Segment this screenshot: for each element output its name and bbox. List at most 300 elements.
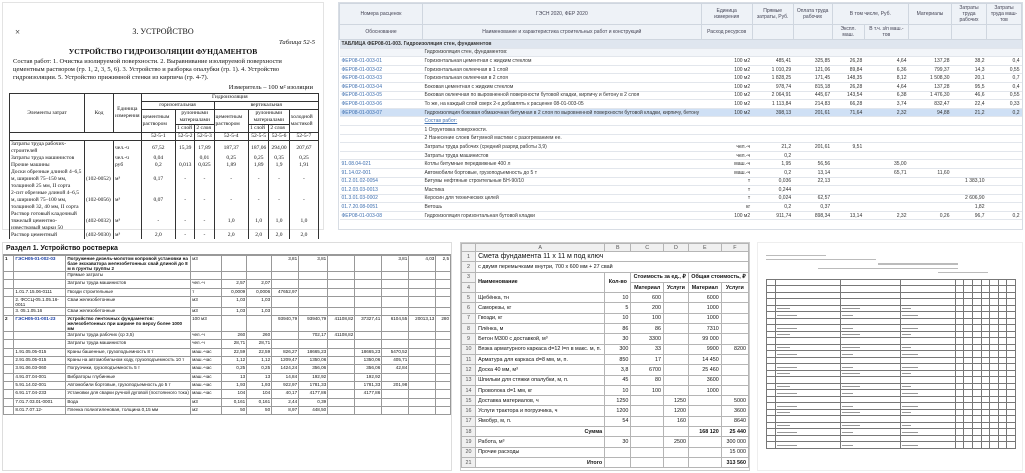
work-price[interactable]: 2500	[663, 437, 688, 447]
estimate-row-desc: Прямые затраты	[66, 272, 191, 280]
grid-row-unit: кг	[701, 203, 752, 212]
estimate-row-value	[436, 365, 451, 373]
estimate-row-value: 28,71	[247, 340, 272, 348]
row-total: 21 Итого 313 560	[462, 457, 749, 467]
item-material-price[interactable]: 80	[631, 375, 664, 385]
estimate-row-value: 3,81	[382, 256, 409, 272]
item-qty[interactable]: 300	[605, 344, 631, 354]
item-name[interactable]: Вязка арматурного каркаса d=12 l=n в макс. м, п.	[476, 344, 605, 354]
grid-row[interactable]	[340, 125, 1022, 134]
item-total-service[interactable]: 5000	[721, 396, 748, 406]
item-qty[interactable]: 30	[605, 334, 631, 344]
grid-row-unit: маш.-ч	[701, 160, 752, 169]
estimate-row-code: 3.91.06.03-060	[14, 365, 66, 373]
item-qty[interactable]: 850	[605, 354, 631, 364]
norm-row-value: -	[248, 190, 268, 211]
estimate-row	[4, 256, 451, 272]
estimate-row-unit: м3	[191, 398, 222, 406]
grid-row-value	[832, 177, 864, 186]
item-total-service[interactable]	[721, 324, 748, 334]
grid-subsection-row[interactable]	[340, 48, 1022, 57]
estimate-row-value	[355, 307, 382, 315]
norm-row-value: 0,07	[141, 190, 175, 211]
estimate-row-value	[299, 280, 328, 288]
estimate-row-value: 448,50	[299, 406, 328, 414]
item-qty[interactable]: 5	[605, 303, 631, 313]
item-total-material[interactable]: 9900	[688, 344, 721, 354]
col-unit: Единица измерения	[114, 94, 142, 133]
hdr-res: Расход ресурсов	[701, 25, 752, 40]
hdr-basis: Обоснование	[340, 25, 423, 40]
fer-grid	[339, 3, 1022, 220]
grid-row-value	[832, 117, 864, 126]
item-service-price[interactable]	[663, 344, 688, 354]
grid-row[interactable]	[340, 57, 1022, 66]
estimate-row-unit	[191, 272, 222, 280]
estimate-row-value: 826,27	[272, 348, 299, 356]
header-unit-cost[interactable]: Стоимость за ед., ₽	[631, 272, 689, 282]
hdr-materials[interactable]: Материалы	[909, 4, 952, 25]
grid-row-value: 1 508,30	[909, 74, 952, 83]
grid-row-value: 38,2	[952, 57, 987, 66]
item-total-service[interactable]: 8200	[721, 344, 748, 354]
grid-section-row[interactable]	[340, 40, 1022, 49]
grid-row-value: 14,3	[952, 65, 987, 74]
sheet-row	[462, 365, 749, 375]
grid-row[interactable]	[340, 65, 1022, 74]
item-total-service[interactable]	[721, 313, 748, 323]
estimate-row-code: 5.91.14.02-001	[14, 381, 66, 389]
estimate-row-value	[328, 256, 355, 272]
subsection-label: Гидроизоляция стен, фундаментов:	[423, 48, 1022, 57]
item-service-price[interactable]	[663, 334, 688, 344]
grid-row-value: 325,85	[793, 57, 832, 66]
grid-row-value	[952, 160, 987, 169]
estimate-row-value	[328, 357, 355, 365]
estimate-row-value	[409, 406, 436, 414]
estimate-row-qty: 260	[222, 332, 247, 340]
total-value[interactable]: 313 560	[721, 457, 748, 467]
sum-material[interactable]: 168 120	[688, 427, 721, 437]
estimate-row-value	[409, 280, 436, 288]
item-total-material[interactable]: 1000	[688, 385, 721, 395]
header-total-material[interactable]: Материал	[688, 282, 721, 292]
row-1: 1 Смета фундамента 11 х 11 м под ключ	[462, 252, 749, 262]
sheet-row	[462, 313, 749, 323]
grid-subheader-row	[340, 25, 1022, 40]
grid-row-name: Горизонтальная оклеечная в 2 слоя	[423, 74, 702, 83]
item-qty[interactable]: 1200	[605, 406, 631, 416]
item-material-price[interactable]: 86	[631, 324, 664, 334]
total-label[interactable]: Итого	[476, 457, 605, 467]
estimate-row-qty: 0,161	[222, 398, 247, 406]
estimate-row-value: 702,17	[299, 332, 328, 340]
estimate-row-value	[382, 398, 409, 406]
grid-row-value: 13,14	[832, 211, 864, 220]
item-name[interactable]: Гвозди, кг	[476, 313, 605, 323]
item-service-price[interactable]	[663, 293, 688, 303]
norm-row-value: 0,025	[195, 162, 214, 169]
work-qty[interactable]: 30	[605, 437, 631, 447]
item-qty[interactable]: 3,8	[605, 365, 631, 375]
estimate-row-value	[409, 398, 436, 406]
grid-row[interactable]	[340, 74, 1022, 83]
section-header	[3, 27, 323, 36]
grid-row-value	[987, 177, 1022, 186]
item-total-material[interactable]: 6000	[688, 293, 721, 303]
grid-row-name: Битумы нефтяные строительные БН-90/10	[423, 177, 702, 186]
item-total-service[interactable]	[721, 293, 748, 303]
row-other: 20 Прочие расходы 15 000	[462, 447, 749, 457]
estimate-row-value: 47652,97	[272, 288, 299, 296]
grid-row[interactable]	[340, 108, 1022, 117]
row-number: 17	[462, 416, 476, 426]
norm-row-value: 1,0	[248, 211, 268, 232]
estimate-row-value: 1209,47	[272, 357, 299, 365]
item-material-price[interactable]: 200	[631, 303, 664, 313]
grid-row-value	[832, 186, 864, 195]
col-cold: холодной мастикой	[289, 110, 318, 133]
item-name[interactable]: Щебёнка, тн	[476, 293, 605, 303]
estimate-row-desc: Погружение дизель-молотом копровой установки на базе экскаватора железобетонных свай длиной до 8 м в грунты группы 2	[66, 256, 191, 272]
grid-row-value: 0,37	[793, 203, 832, 212]
item-material-price[interactable]: 33	[631, 344, 664, 354]
norm-row-value: 15,39	[176, 141, 195, 156]
item-total-material[interactable]: 7310	[688, 324, 721, 334]
estimate-row-qty	[222, 272, 247, 280]
sum-service[interactable]: 25 440	[721, 427, 748, 437]
column-letter[interactable]: D	[663, 244, 688, 252]
column-letter[interactable]: A	[476, 244, 605, 252]
norm-row-code	[85, 141, 114, 156]
grid-row[interactable]	[340, 160, 1022, 169]
hdr-desc[interactable]: ГЭСН 2020, ФЕР 2020	[423, 4, 702, 25]
grid-row[interactable]	[340, 134, 1022, 143]
estimate-section-title: Раздел 1. Устройство ростверка	[3, 243, 451, 255]
other-label[interactable]: Прочие расходы	[476, 447, 605, 457]
norm-row	[10, 232, 319, 239]
other-total[interactable]: 15 000	[721, 447, 748, 457]
grid-row-value: 95,5	[952, 82, 987, 91]
grid-row-name: Гидроизоляция боковая обмазочная битумная в 2 слоя по выровненной поверхности бутовой кладки, кирпичу, бетону	[424, 109, 700, 116]
estimate-row-value	[409, 340, 436, 348]
grid-row-value: 56,56	[793, 160, 832, 169]
work-composition: Состав работ: 1. Очистка изолируемой поверхности. 2. Выравнивание изолируемой поверхности цементным раствором (гр. 1, 2, 3, 5, 6). 3. Устройство и разборка опалубки (гр. 1). 4. Устройство гидроизоляции. 5. Устройство прижимной стенки из кирпича (гр. 4-7).	[13, 58, 282, 81]
item-name[interactable]: Шпильки для стяжки опалубки, м, п.	[476, 375, 605, 385]
estimate-row-value	[409, 348, 436, 356]
estimate-row-qty	[222, 256, 247, 272]
item-qty[interactable]: 10	[605, 313, 631, 323]
grid-row[interactable]	[340, 117, 1022, 126]
header-total-service[interactable]: Услуги	[721, 282, 748, 292]
header-material[interactable]: Материал	[631, 282, 664, 292]
item-total-material[interactable]: 25 460	[688, 365, 721, 375]
item-name[interactable]: Плёнка, м	[476, 324, 605, 334]
item-service-price[interactable]	[663, 365, 688, 375]
hdr-unit[interactable]: Единица измерения	[701, 4, 752, 25]
item-total-service[interactable]	[721, 375, 748, 385]
work-label[interactable]: Работа, м³	[476, 437, 605, 447]
grid-row-unit	[701, 134, 752, 143]
estimate-row-value	[355, 332, 382, 340]
item-service-price[interactable]: 1200	[663, 406, 688, 416]
item-name[interactable]: Бетон М300 с доставкой, м³	[476, 334, 605, 344]
estimate-row-value	[299, 296, 328, 307]
section-title: 3. УСТРОЙСТВО	[132, 27, 194, 36]
item-total-service[interactable]	[721, 385, 748, 395]
estimate-row-code: ГЭСН05-01-002-03	[14, 256, 66, 272]
estimate-row-desc: Вибраторы глубинные	[66, 373, 191, 381]
estimate-row-number: 2	[4, 316, 14, 332]
item-service-price[interactable]	[663, 303, 688, 313]
item-name[interactable]: Проволока d=1 мм, кг	[476, 385, 605, 395]
grid-row-value	[987, 134, 1022, 143]
estimate-row-value	[436, 307, 451, 315]
grid-row-value: 0,2	[987, 108, 1022, 117]
grid-row[interactable]	[340, 186, 1022, 195]
norm-row	[10, 211, 319, 232]
estimate-row-value	[299, 307, 328, 315]
spreadsheet	[461, 243, 749, 468]
hdr-labor-pay[interactable]: Оплата труда рабочих	[793, 4, 832, 25]
item-total-material[interactable]: 99 000	[688, 334, 721, 344]
item-service-price[interactable]	[663, 324, 688, 334]
grid-row-name: Гидроизоляция горизонтальная бутовой кладки	[423, 211, 702, 220]
grid-row-value: 21,2	[752, 143, 793, 152]
estimate-row-value	[299, 288, 328, 296]
item-qty[interactable]: 10	[605, 385, 631, 395]
item-total-service[interactable]: 3600	[721, 406, 748, 416]
estimate-row-value	[328, 288, 355, 296]
header-qty[interactable]: Кол-во	[605, 272, 631, 293]
estimate-row-value	[272, 307, 299, 315]
sheet-row	[462, 385, 749, 395]
estimate-row-value	[355, 288, 382, 296]
item-total-service[interactable]	[721, 365, 748, 375]
norm-row-value: -	[214, 169, 248, 190]
norm-row-value: -	[195, 169, 214, 190]
header-total-cost[interactable]: Общая стоимость, ₽	[688, 272, 748, 282]
grid-row[interactable]	[340, 100, 1022, 109]
estimate-row-unit: маш.-час	[191, 348, 222, 356]
norm-row-value: 67,52	[141, 141, 175, 156]
codes-spacer	[10, 133, 142, 141]
grid-row[interactable]	[340, 82, 1022, 91]
grid-row-value: 0,024	[752, 194, 793, 203]
item-total-material[interactable]: 1000	[688, 303, 721, 313]
grid-row-unit: т	[701, 177, 752, 186]
row-sum: 18 Сумма 168 120 25 440	[462, 427, 749, 437]
item-service-price[interactable]	[663, 385, 688, 395]
hdr-direct[interactable]: Прямые затраты, Руб.	[752, 4, 793, 25]
item-total-service[interactable]	[721, 334, 748, 344]
col-cement-h: цементным раствором	[141, 110, 175, 133]
sum-label[interactable]: Сумма	[476, 427, 605, 437]
tile-local-estimate	[2, 242, 452, 471]
grid-row-value: 2 606,90	[952, 194, 987, 203]
item-name[interactable]: Саморезы, кг	[476, 303, 605, 313]
column-code: 52-5-1	[141, 133, 175, 141]
estimate-row-number	[4, 272, 14, 280]
grid-row-value	[952, 143, 987, 152]
estimate-row-value	[272, 272, 299, 280]
hdr-number[interactable]: Номера расценок	[340, 4, 423, 25]
grid-row[interactable]	[340, 194, 1022, 203]
item-qty[interactable]: 54	[605, 416, 631, 426]
item-total-material[interactable]: 14 450	[688, 354, 721, 364]
estimate-row-value	[382, 280, 409, 288]
estimate-row-value	[382, 340, 409, 348]
estimate-row-value	[436, 381, 451, 389]
grid-row[interactable]	[340, 177, 1022, 186]
column-code: 52-5-6	[269, 133, 289, 141]
estimate-row-value: 4,03	[409, 256, 436, 272]
norm-row-name: Раствор готовый кладочный тяжелый цементно-известковый марки 50	[10, 211, 85, 232]
item-total-material[interactable]: 3600	[688, 375, 721, 385]
item-material-price[interactable]: 100	[631, 313, 664, 323]
item-total-service[interactable]	[721, 354, 748, 364]
sheet-subtitle[interactable]: с двумя перемычками внутри, 700 х 600 мм + 27 свай	[476, 262, 749, 272]
estimate-row-value	[328, 272, 355, 280]
work-total[interactable]: 300 000	[721, 437, 748, 447]
item-material-price[interactable]	[631, 416, 664, 426]
hdr-workers[interactable]: Затраты труда рабочих	[952, 4, 987, 25]
grid-row-code: ФЕР08-01-003-03	[340, 74, 423, 83]
row-number: 5	[462, 293, 476, 303]
grid-row-name: То же, на каждый слой сверх 2-х добавлять к расценке 08-01-003-05	[423, 100, 702, 109]
grid-row-value: 3,74	[864, 100, 908, 109]
scanned-estimate-table	[766, 279, 1016, 449]
column-code: 52-5-3	[195, 133, 214, 141]
norm-row-name: Затраты труда рабочих-строителей	[10, 141, 85, 156]
item-material-price[interactable]	[631, 396, 664, 406]
item-qty[interactable]: 45	[605, 375, 631, 385]
column-letter[interactable]: E	[688, 244, 721, 252]
estimate-row-value	[355, 340, 382, 348]
grid-row[interactable]	[340, 168, 1022, 177]
item-material-price[interactable]: 600	[631, 293, 664, 303]
item-service-price[interactable]	[663, 354, 688, 364]
column-letter[interactable]: F	[721, 244, 748, 252]
item-service-price[interactable]	[663, 313, 688, 323]
row-number: 13	[462, 375, 476, 385]
item-material-price[interactable]: 3300	[631, 334, 664, 344]
item-total-service[interactable]	[721, 303, 748, 313]
grid-row-code: ФЕР08-01-003-07	[340, 108, 423, 117]
hdr-mach-labor[interactable]: Затраты труда маш-тов	[987, 4, 1022, 25]
estimate-row-value: 18665,23	[299, 348, 328, 356]
item-total-material[interactable]	[688, 416, 721, 426]
estimate-row-value	[409, 365, 436, 373]
item-qty[interactable]: 86	[605, 324, 631, 334]
column-letter[interactable]: C	[631, 244, 664, 252]
grid-row-code: ФЕР08-01-003-04	[340, 82, 423, 91]
estimate-row-value	[436, 398, 451, 406]
estimate-row-value	[355, 296, 382, 307]
item-total-material[interactable]	[688, 396, 721, 406]
grid-row-value: 26,28	[832, 57, 864, 66]
item-name[interactable]: Ямобур, м, п.	[476, 416, 605, 426]
estimate-row-code: 3. 05.1.05.16	[14, 307, 66, 315]
estimate-row-value	[299, 272, 328, 280]
row-number: 9	[462, 334, 476, 344]
estimate-row-qty: 1,12	[222, 357, 247, 365]
grid-row-unit	[701, 117, 752, 126]
row-number: 7	[462, 313, 476, 323]
estimate-row-desc: Гвозди строительные	[66, 288, 191, 296]
item-qty[interactable]: 10	[605, 293, 631, 303]
norm-row	[10, 169, 319, 190]
grid-row[interactable]	[340, 211, 1022, 220]
item-material-price[interactable]: 17	[631, 354, 664, 364]
item-total-service[interactable]: 8640	[721, 416, 748, 426]
item-qty[interactable]: 1250	[605, 396, 631, 406]
estimate-row-unit: т	[191, 288, 222, 296]
grid-row-value	[909, 186, 952, 195]
estimate-row-value	[436, 357, 451, 365]
estimate-row-value: 20013,13	[409, 316, 436, 332]
grid-row-unit: 100 м2	[701, 65, 752, 74]
item-material-price[interactable]	[631, 406, 664, 416]
grid-row[interactable]	[340, 91, 1022, 100]
row-3: 3 Наименование Кол-во Стоимость за ед., ₽ Общая стоимость, ₽	[462, 272, 749, 282]
header-name[interactable]: Наименование	[476, 272, 605, 293]
item-name[interactable]: Услуги трактора и погрузчика, ч	[476, 406, 605, 416]
item-total-material[interactable]: 1000	[688, 313, 721, 323]
grid-row-value: 71,64	[832, 108, 864, 117]
estimate-row-value	[328, 373, 355, 381]
grid-row-value: 62,57	[793, 194, 832, 203]
grid-row-unit: 100 м2	[701, 211, 752, 220]
row-number: 6	[462, 303, 476, 313]
norm-row-value: -	[176, 169, 195, 190]
item-name[interactable]: Арматура для каркаса d=8 мм, м, п.	[476, 354, 605, 364]
item-material-price[interactable]: 6700	[631, 365, 664, 375]
grid-row[interactable]	[340, 143, 1022, 152]
grid-row-name: Состав работ:	[423, 117, 702, 126]
item-total-material[interactable]	[688, 406, 721, 416]
header-service[interactable]: Услуги	[663, 282, 688, 292]
sheet-title[interactable]: Смета фундамента 11 х 11 м под ключ	[476, 252, 749, 262]
item-name[interactable]: Доска 40 мм, м³	[476, 365, 605, 375]
column-letter[interactable]	[462, 244, 476, 252]
item-service-price[interactable]: 160	[663, 416, 688, 426]
grid-row[interactable]	[340, 151, 1022, 160]
norm-row-value: 1,91	[289, 162, 318, 169]
grid-row-value: 201,61	[793, 143, 832, 152]
item-service-price[interactable]: 1250	[663, 396, 688, 406]
tile-spreadsheet	[460, 242, 750, 471]
grid-row-value	[832, 160, 864, 169]
section-label: ТАБЛИЦА ФЕР08-01-003. Гидроизоляция стен, фундаментов	[340, 40, 1022, 49]
norm-row-code: (102-0056)	[85, 190, 114, 211]
norm-row-value: 2,0	[269, 232, 289, 239]
estimate-row-value: 93940,79	[272, 316, 299, 332]
grid-row[interactable]	[340, 203, 1022, 212]
column-letter[interactable]: B	[605, 244, 631, 252]
sheet-row	[462, 416, 749, 426]
item-service-price[interactable]	[663, 375, 688, 385]
norm-row-value: 0,01	[195, 155, 214, 162]
grid-row-value: 398,13	[752, 108, 793, 117]
grid-row-code	[340, 143, 423, 152]
estimate-row	[4, 307, 451, 315]
grid-row-name: Автомобили бортовые, грузоподъемность до 5 т	[423, 168, 702, 177]
grid-row-value: 94,88	[909, 108, 952, 117]
item-material-price[interactable]: 100	[631, 385, 664, 395]
item-name[interactable]: Доставка материалов, ч	[476, 396, 605, 406]
hdr-incl[interactable]: В том числе, Руб.	[832, 4, 908, 25]
